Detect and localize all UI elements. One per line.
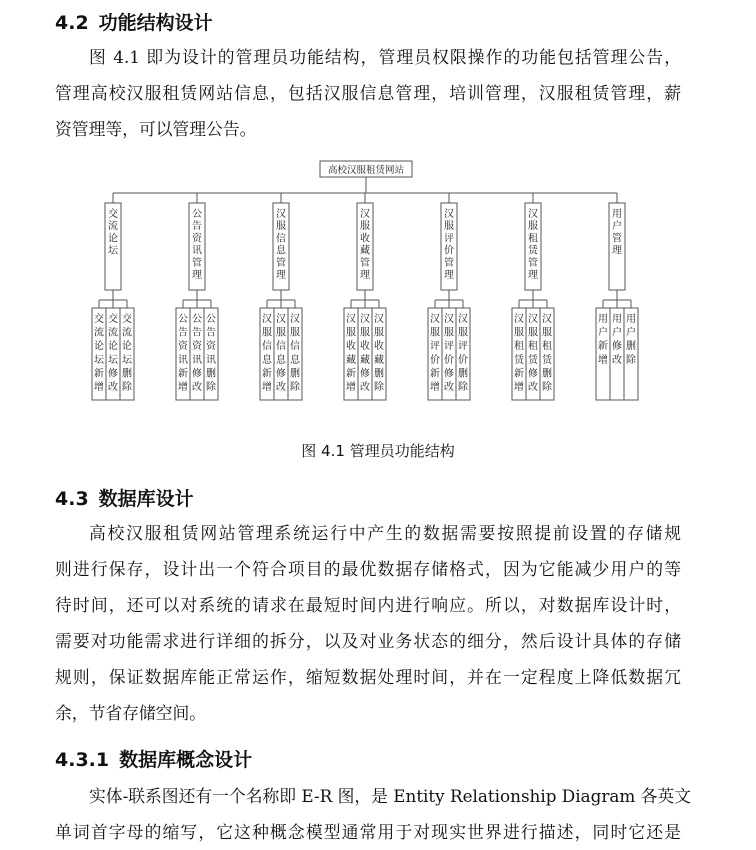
child-label: 公告资讯删除 — [206, 314, 216, 393]
module-label: 汉服收藏管理 — [360, 209, 370, 281]
module-label: 汉服信息管理 — [276, 209, 286, 281]
text-line: 资管理等，可以管理公告。 — [55, 119, 257, 139]
child-label: 汉服信息删除 — [290, 314, 300, 393]
text-line: 需要对功能需求进行详细的拆分，以及对业务状态的细分，然后设计具体的存储 — [55, 631, 681, 651]
child-label: 用户删除 — [626, 314, 636, 366]
child-label: 交流论坛删除 — [122, 314, 132, 393]
child-label: 汉服收藏修改 — [360, 314, 370, 393]
section-heading-4-3 — [55, 484, 194, 511]
text-line: 待时间，还可以对系统的请求在最短时间内进行响应。所以，对数据库设计时， — [55, 595, 681, 615]
section-number: 4.3.1 — [55, 749, 110, 771]
child-label: 汉服收藏删除 — [374, 314, 384, 393]
text-line: 管理高校汉服租赁网站信息，包括汉服信息管理，培训管理，汉服租赁管理，薪 — [55, 83, 681, 103]
text-line: 图 4.1 即为设计的管理员功能结构，管理员权限操作的功能包括管理公告， — [89, 47, 681, 67]
paragraph-intro — [55, 39, 681, 147]
text-line: 规则，保证数据库能正常运作，缩短数据处理时间，并在一定程度上降低数据冗 — [55, 667, 681, 687]
section-heading-4-2 — [55, 8, 213, 35]
child-label: 汉服租赁修改 — [528, 314, 538, 393]
section-number: 4.3 — [55, 488, 89, 510]
child-label: 汉服信息新增 — [262, 314, 272, 393]
child-label: 汉服收藏新增 — [346, 314, 356, 393]
section-heading-4-3-1 — [55, 745, 252, 772]
child-label: 交流论坛修改 — [108, 314, 118, 393]
text-line: 单词首字母的缩写，它这种概念模型通常用于对现实世界进行描述，同时它还是 — [55, 822, 681, 842]
text-line: 则进行保存，设计出一个符合项目的最优数据存储格式，因为它能减少用户的等 — [55, 559, 681, 579]
module-label: 汉服评价管理 — [444, 209, 454, 281]
module-label: 交流论坛 — [108, 209, 118, 257]
section-title: 数据库设计 — [98, 488, 194, 510]
child-label: 汉服评价修改 — [444, 314, 454, 393]
text-line: 余，节省存储空间。 — [55, 703, 207, 723]
child-label: 用户新增 — [598, 314, 608, 366]
section-title: 数据库概念设计 — [119, 749, 253, 771]
text-line: 实体-联系图还有一个名称即 E-R 图，是 Entity Relationship Diagram 各英文 — [89, 786, 691, 806]
child-label: 汉服租赁新增 — [514, 314, 524, 393]
text-line: 高校汉服租赁网站管理系统运行中产生的数据需要按照提前设置的存储规 — [89, 523, 681, 543]
module-label: 汉服租赁管理 — [528, 209, 538, 281]
child-label: 汉服信息修改 — [276, 314, 286, 393]
section-title: 功能结构设计 — [98, 12, 213, 34]
module-label: 公告资讯管理 — [192, 209, 202, 281]
figure-caption: 图 4.1 管理员功能结构 — [301, 442, 455, 460]
child-label: 交流论坛新增 — [94, 314, 104, 393]
module-label: 用户管理 — [612, 209, 622, 257]
child-label: 公告资讯修改 — [192, 314, 202, 393]
child-label: 用户修改 — [612, 314, 622, 366]
child-label: 汉服租赁删除 — [542, 314, 552, 393]
child-label: 公告资讯新增 — [178, 314, 188, 393]
paragraph-er — [55, 778, 691, 850]
section-number: 4.2 — [55, 12, 89, 34]
child-label: 汉服评价新增 — [430, 314, 440, 393]
child-label: 汉服评价删除 — [458, 314, 468, 393]
function-structure-diagram — [0, 150, 756, 420]
paragraph-database — [55, 515, 681, 731]
root-label: 高校汉服租赁网站 — [327, 165, 405, 176]
